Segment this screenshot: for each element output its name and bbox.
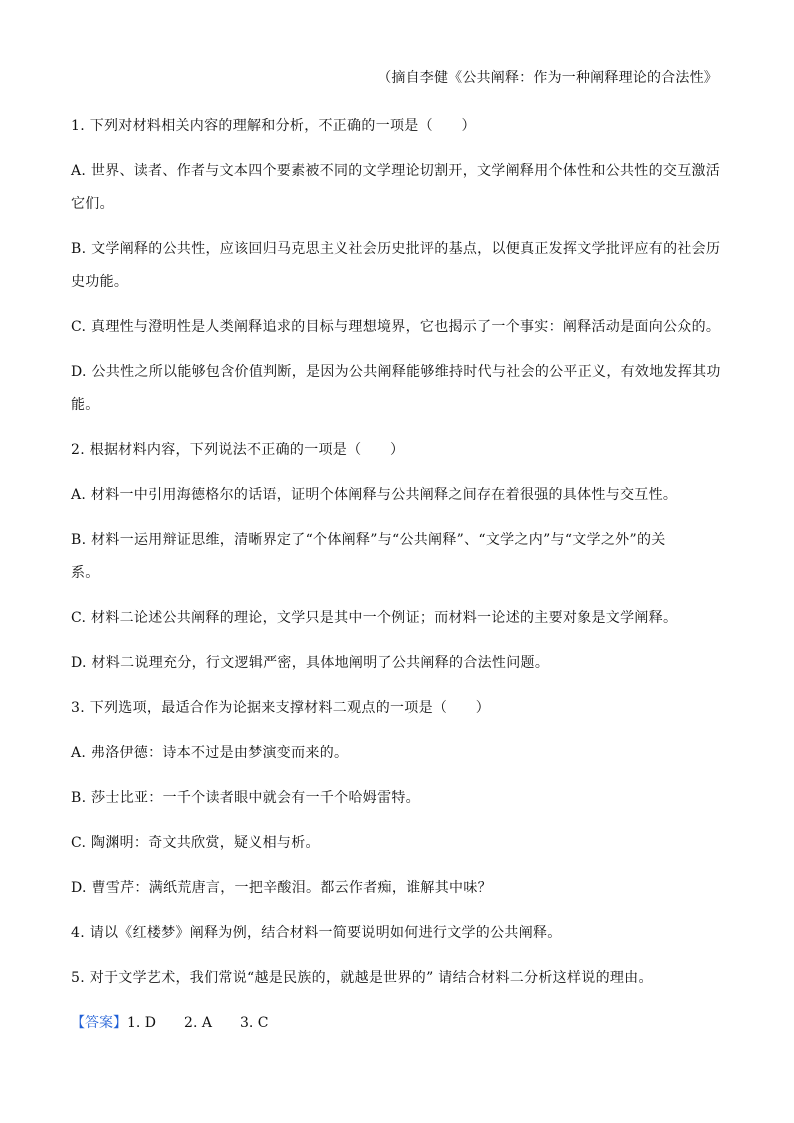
question-list — [71, 110, 721, 1040]
answer-key — [71, 1007, 721, 1040]
question-1-stem: 1. 下列对材料相关内容的理解和分析，不正确的一项是（ ） — [71, 118, 476, 134]
question-2-option-a: A. 材料一中引用海德格尔的话语，证明个体阐释与公共阐释之间存在着很强的具体性与交互性。 — [71, 487, 678, 503]
question-4-stem: 4. 请以《红楼梦》阐释为例，结合材料一简要说明如何进行文学的公共阐释。 — [71, 925, 562, 941]
question-2-stem: 2. 根据材料内容，下列说法不正确的一项是（ ） — [71, 442, 405, 458]
question-5-stem: 5. 对于文学艺术，我们常说“越是民族的，就越是世界的” 请结合材料二分析这样说的理由。 — [71, 970, 653, 986]
question-2-option-c: C. 材料二论述公共阐释的理论，文学只是其中一个例证；而材料一论述的主要对象是文学阐释。 — [71, 610, 678, 626]
question-1-option-d: D. 公共性之所以能够包含价值判断，是因为公共阐释能够维持时代与社会的公平正义，有效地发挥其功 — [71, 364, 721, 380]
question-1-option-c: C. 真理性与澄明性是人类阐释追求的目标与理想境界，它也揭示了一个事实：阐释活动是面向公众的。 — [71, 319, 721, 335]
question-3-stem: 3. 下列选项，最适合作为论据来支撑材料二观点的一项是（ ） — [71, 700, 491, 716]
question-1-option-a-cont: 它们。 — [71, 196, 114, 212]
answer-label: 【答案】 — [71, 1015, 127, 1031]
question-1-option-b-cont: 史功能。 — [71, 274, 129, 290]
question-3-option-d: D. 曹雪芹：满纸荒唐言，一把辛酸泪。都云作者痴，谁解其中味？ — [71, 880, 492, 896]
answer-values: 1. D 2. A 3. C — [127, 1015, 269, 1031]
question-2-option-b-cont: 系。 — [71, 565, 100, 581]
question-1-option-a: A. 世界、读者、作者与文本四个要素被不同的文学理论切割开，文学阐释用个体性和公共性的交互激活 — [71, 163, 721, 179]
question-1-option-d-cont: 能。 — [71, 397, 100, 413]
question-1-option-b: B. 文学阐释的公共性，应该回归马克思主义社会历史批评的基点，以便真正发挥文学批评应有的社会历 — [71, 241, 721, 257]
question-3-option-b: B. 莎士比亚：一千个读者眼中就会有一千个哈姆雷特。 — [71, 790, 420, 806]
question-3-option-c: C. 陶渊明：奇文共欣赏，疑义相与析。 — [71, 835, 320, 851]
question-2-option-d: D. 材料二说理充分，行文逻辑严密，具体地阐明了公共阐释的合法性问题。 — [71, 655, 550, 671]
question-3-option-a: A. 弗洛伊德：诗本不过是由梦演变而来的。 — [71, 745, 349, 761]
source-citation: （摘自李健《公共阐释：作为一种阐释理论的合法性》 — [377, 70, 718, 86]
question-2-option-b: B. 材料一运用辩证思维，清晰界定了“个体阐释”与“公共阐释”、“文学之内”与“文学之外”的关 — [71, 532, 666, 548]
